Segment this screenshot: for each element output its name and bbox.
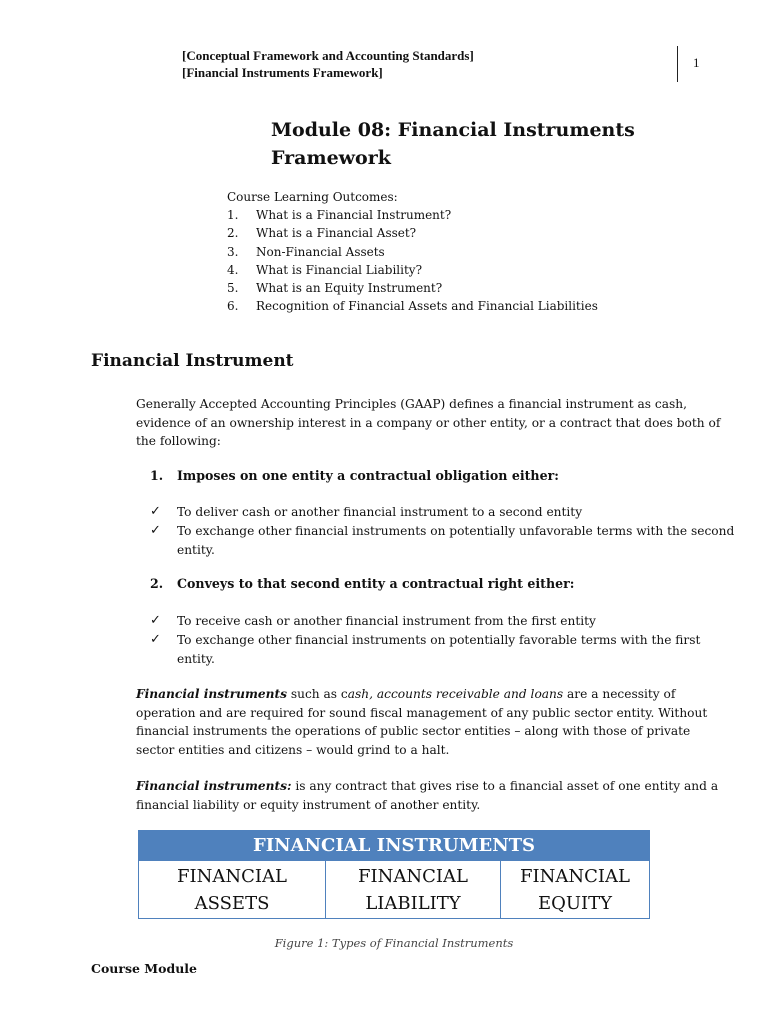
figure-caption: Figure 1: Types of Financial Instruments [274, 936, 514, 950]
outcomes-list [227, 206, 598, 316]
necessity-paragraph: Financial instruments such as cash, accounts receivable and loans are a necessity of operation and are required for sound fiscal management of any public sector entity. Without financial instruments the operations of public sector entities – along with those of private sector entities and citizens – would grind to a halt. [136, 687, 708, 757]
check-item: ✓ To deliver cash or another financial instrument to a second entity [150, 503, 740, 522]
table-cell-assets: FINANCIAL ASSETS [139, 861, 326, 919]
outcomes-heading: Course Learning Outcomes: [227, 190, 398, 204]
check-item: ✓ To exchange other financial instruments on potentially favorable terms with the first entity. [150, 632, 701, 666]
outcome-item: 1. What is a Financial Instrument? [227, 208, 452, 222]
outcome-item: 5. What is an Equity Instrument? [227, 281, 443, 296]
footer-label: Course Module [91, 961, 198, 976]
financial-instruments-table [138, 830, 650, 919]
table-header: FINANCIAL INSTRUMENTS [139, 831, 650, 861]
check-item: ✓ To exchange other financial instruments on potentially unfavorable terms with the second entity. [150, 523, 735, 557]
outcome-item: 3. Non-Financial Assets [227, 244, 385, 259]
table-cell-liability: FINANCIAL LIABILITY [326, 861, 501, 919]
outcome-item: 6. Recognition of Financial Assets and Financial Liabilities [227, 299, 598, 314]
check-item: ✓ To receive cash or another financial instrument from the first entity [150, 612, 740, 631]
header-course-title: [Conceptual Framework and Accounting Standards] [182, 48, 474, 63]
right-heading: 2. Conveys to that second entity a contractual right either: [150, 576, 575, 591]
obligation-heading: 1. Imposes on one entity a contractual obligation either: [150, 468, 559, 483]
module-title: Module 08: Financial Instruments Framework [271, 119, 635, 169]
check-icon: ✓ [150, 632, 161, 647]
section-heading: Financial Instrument [91, 351, 294, 371]
check-icon: ✓ [150, 523, 161, 538]
outcome-item: 4. What is Financial Liability? [227, 262, 422, 277]
header-divider [677, 46, 678, 82]
table-cell-equity: FINANCIAL EQUITY [501, 861, 650, 919]
page-number: 1 [693, 55, 700, 70]
definition-paragraph: Financial instruments: is any contract that gives rise to a financial asset of one entity and a financial liability or equity instrument of another entity. [136, 779, 719, 812]
check-icon: ✓ [150, 504, 161, 519]
intro-paragraph: Generally Accepted Accounting Principles (GAAP) defines a financial instrument as cash, evidence of an ownership interest in a company or other entity, or a contract that does both of the following: [136, 397, 721, 448]
check-icon: ✓ [150, 613, 161, 628]
outcome-item: 2. What is a Financial Asset? [227, 226, 417, 241]
header-module-title: [Financial Instruments Framework] [182, 65, 383, 80]
